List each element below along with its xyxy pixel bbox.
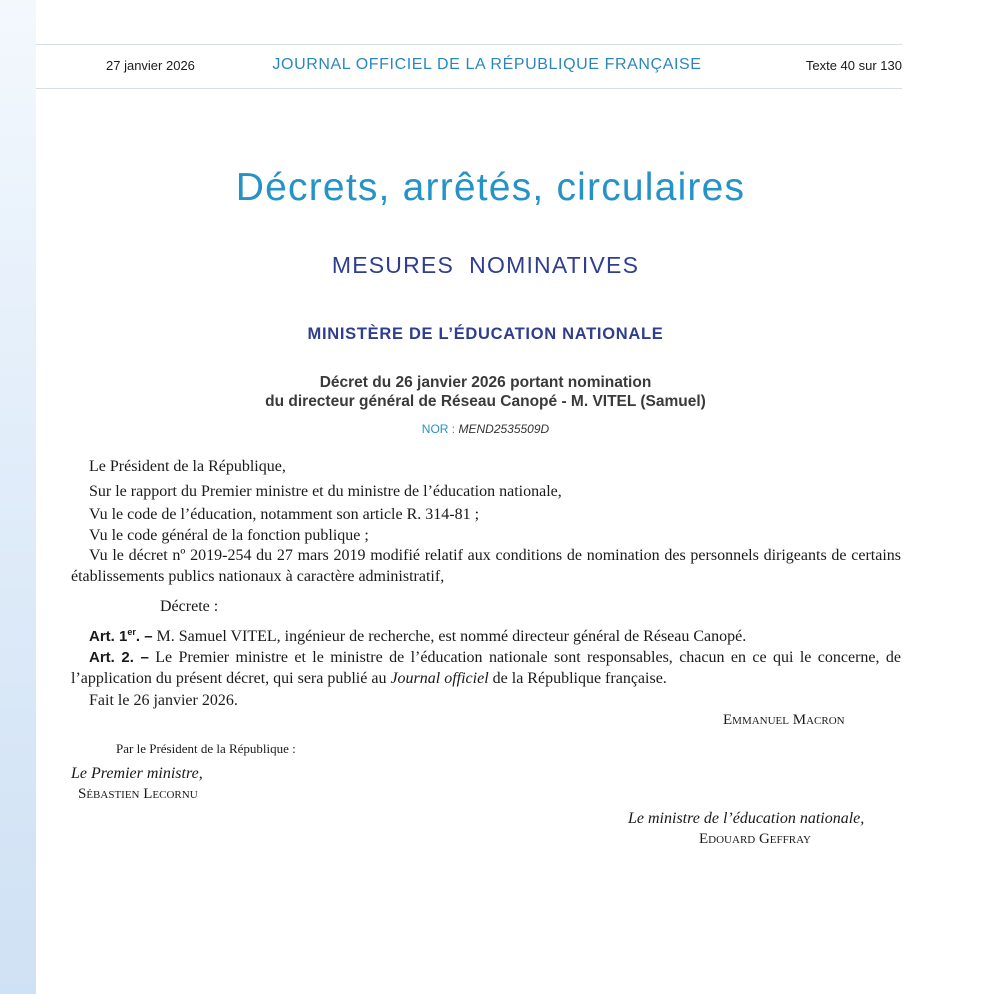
par-le-president: Par le Président de la République : <box>116 741 296 756</box>
left-margin-strip <box>0 0 36 994</box>
ministry-title: MINISTÈRE DE L’ÉDUCATION NATIONALE <box>307 325 664 343</box>
decree-body <box>71 0 901 994</box>
decrete-label: Décrete : <box>160 598 219 615</box>
article-2-journal-officiel: Journal officiel <box>390 670 489 687</box>
header-date: 27 janvier 2026 <box>106 58 195 73</box>
pm-name: Sébastien Lecornu <box>78 786 198 802</box>
article-1-text: M. Samuel VITEL, ingénieur de recherche, est nommé directeur général de Réseau Canopé. <box>156 628 747 645</box>
preamble-vu-code-fonction-publique: Vu le code général de la fonction publique ; <box>89 527 369 544</box>
president-signature: Emmanuel Macron <box>723 712 845 728</box>
decree-title-line-1: Décret du 26 janvier 2026 portant nomination <box>319 374 652 391</box>
minister-name: Edouard Geffray <box>699 831 811 847</box>
preamble-vu-code-education: Vu le code de l’éducation, notamment son article R. 314-81 ; <box>89 506 480 523</box>
section-title: MESURES NOMINATIVES <box>331 252 640 278</box>
main-title: Décrets, arrêtés, circulaires <box>235 166 746 209</box>
preamble-vu-decret-2019: Vu le décret nº 2019-254 du 27 mars 2019 modifié relatif aux conditions de nomination des personnels dirigeants de certains établissements publics nationaux à caractère administratif, <box>71 547 901 585</box>
preamble-president: Le Président de la République, <box>89 458 286 475</box>
article-1-label: Art. 1er. – <box>89 627 153 645</box>
journal-title: JOURNAL OFFICIEL DE LA RÉPUBLIQUE FRANÇAISE <box>272 56 702 73</box>
nor-label: NOR : <box>421 422 456 436</box>
article-2-text-before: Le Premier ministre et le ministre de l’éducation nationale sont responsables, chacun en ce qui le concerne, de l’application du présent décret, qui sera publié au <box>71 649 901 687</box>
article-1 <box>71 622 901 647</box>
article-2-text-after: de la République française. <box>492 670 667 687</box>
pm-title: Le Premier ministre, <box>71 765 203 782</box>
article-2 <box>71 647 901 689</box>
minister-title: Le ministre de l’éducation nationale, <box>628 810 865 827</box>
nor-code: MEND2535509D <box>458 422 550 436</box>
fait-le: Fait le 26 janvier 2026. <box>89 692 238 709</box>
preamble-report: Sur le rapport du Premier ministre et du ministre de l’éducation nationale, <box>89 483 562 500</box>
text-number: Texte 40 sur 130 <box>805 58 902 73</box>
decree-title-line-2: du directeur général de Réseau Canopé - M. VITEL (Samuel) <box>265 393 706 410</box>
article-2-label: Art. 2. – <box>89 649 149 666</box>
